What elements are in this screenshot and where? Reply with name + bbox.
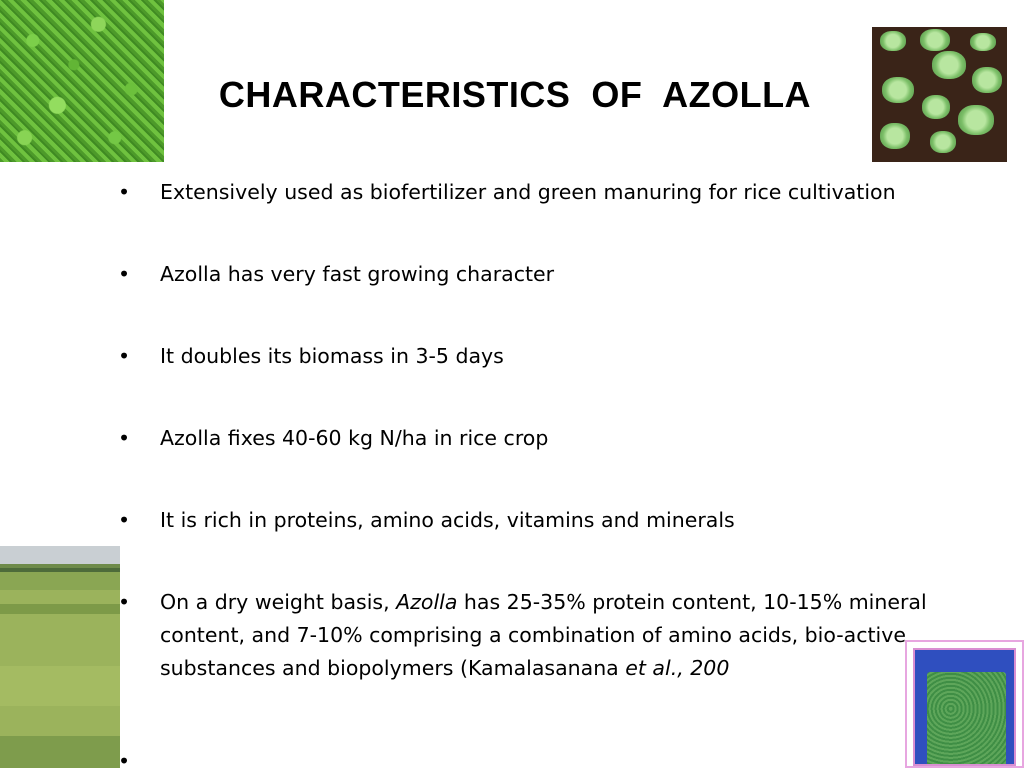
bullet-text-composition <box>160 586 990 685</box>
bullet-text: Azolla fixes 40-60 kg N/ha in rice crop <box>160 426 549 450</box>
bullet-marker: • <box>118 590 131 614</box>
bullet-text: It doubles its biomass in 3-5 days <box>160 344 504 368</box>
bullet-marker: • <box>118 508 131 532</box>
bullet-text: It is rich in proteins, amino acids, vitamins and minerals <box>160 508 735 532</box>
bullet-text-part: has 25-35% protein content, 10-15% mineral content, and 7-10% comprising a combination of amino acids, bio-active substances and biopolymers (Kamalasanana <box>160 590 927 680</box>
bullet-marker: • <box>118 749 131 768</box>
bullet-text: Extensively used as biofertilizer and green manuring for rice cultivation <box>160 180 896 204</box>
bullet-text-part: On a dry weight basis, <box>160 590 397 614</box>
bullet-text-italic: et al., 200 <box>625 656 730 680</box>
bullet-text-italic: Azolla <box>396 590 458 614</box>
bullet-text: Azolla has very fast growing character <box>160 262 555 286</box>
bullet-marker: • <box>118 180 131 204</box>
slide-title: CHARACTERISTICS OF AZOLLA <box>218 74 812 115</box>
bullet-marker: • <box>118 262 131 286</box>
bullet-marker: • <box>118 344 131 368</box>
bullet-marker: • <box>118 426 131 450</box>
